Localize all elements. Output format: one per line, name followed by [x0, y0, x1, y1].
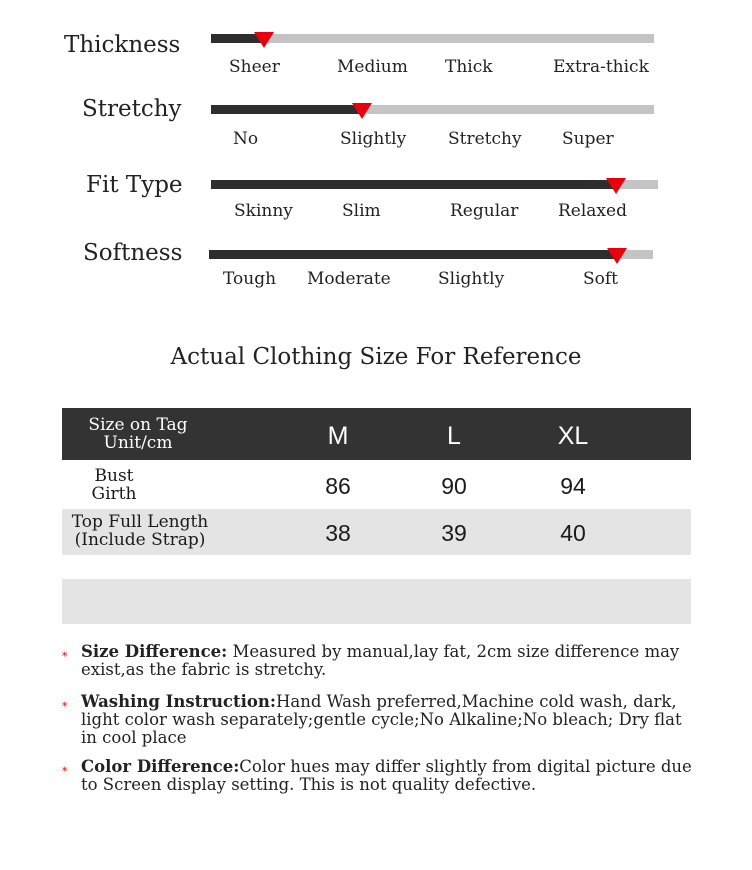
rating-option: Super — [562, 129, 614, 149]
note-title: Size Difference: — [81, 642, 228, 661]
note-body: Color hues may differ slightly from digital picture due to Screen display setting. This is not quality defective. — [81, 757, 692, 794]
rating-softness — [0, 240, 752, 300]
rating-option: Slightly — [340, 129, 407, 149]
rating-stretchy — [0, 96, 752, 156]
row-label-line: Girth — [91, 484, 137, 504]
header-label-line: Unit/cm — [103, 433, 173, 453]
note-body: Hand Wash preferred,Machine cold wash, dark, light color wash separately;gentle cycle;No Alkaline;No bleach; Dry flat in cool place — [81, 692, 682, 747]
size-header-cell: XL — [557, 422, 589, 450]
rating-option: Soft — [583, 269, 619, 289]
rating-marker-icon — [352, 103, 372, 119]
row-label-line: Top Full Length — [71, 512, 209, 532]
rating-track — [211, 180, 658, 189]
note-text — [81, 693, 701, 747]
row-label — [62, 467, 166, 503]
rating-option: Slim — [342, 201, 381, 221]
section-title: Actual Clothing Size For Reference — [170, 344, 582, 370]
rating-option: Tough — [223, 269, 277, 289]
asterisk-icon: * — [62, 650, 68, 663]
size-header-cell: L — [447, 422, 461, 450]
rating-option: Thick — [445, 57, 493, 77]
rating-option: Medium — [337, 57, 408, 77]
asterisk-icon: * — [62, 700, 68, 713]
rating-track — [211, 105, 654, 114]
header-label-line: Size on Tag — [88, 415, 188, 435]
rating-label: Fit Type — [86, 172, 183, 198]
rating-label: Stretchy — [82, 96, 182, 122]
table-cell: 94 — [560, 473, 586, 499]
rating-fill — [209, 250, 617, 259]
note-title: Color Difference: — [81, 757, 240, 776]
rating-option: Skinny — [234, 201, 293, 221]
rating-option: Regular — [450, 201, 519, 221]
asterisk-icon: * — [62, 765, 68, 778]
rating-track — [211, 34, 654, 43]
rating-marker-icon — [254, 32, 274, 48]
rating-track — [209, 250, 653, 259]
note-text — [81, 643, 701, 679]
row-label-line: Bust — [94, 466, 134, 486]
note-text — [81, 758, 701, 794]
table-row — [62, 460, 691, 509]
table-cell: 38 — [325, 520, 351, 546]
rating-option: Sheer — [229, 57, 280, 77]
rating-fit-type — [0, 172, 752, 232]
table-cell: 40 — [560, 520, 586, 546]
rating-marker-icon — [606, 178, 626, 194]
rating-marker-icon — [607, 248, 627, 264]
rating-label: Thickness — [64, 32, 181, 58]
blank-grey-band — [62, 579, 691, 624]
table-cell: 39 — [441, 520, 467, 546]
rating-option: No — [233, 129, 259, 149]
row-label-line: (Include Strap) — [74, 530, 206, 550]
rating-option: Slightly — [438, 269, 505, 289]
table-header-row — [62, 408, 691, 460]
table-cell: 90 — [441, 473, 467, 499]
size-header-cell: M — [327, 422, 349, 450]
note-body: Measured by manual,lay fat, 2cm size difference may exist,as the fabric is stretchy. — [81, 642, 680, 679]
row-label — [62, 513, 218, 549]
header-label — [62, 416, 214, 452]
table-row — [62, 509, 691, 555]
rating-fill — [211, 105, 362, 114]
rating-fill — [211, 180, 616, 189]
rating-label: Softness — [83, 240, 183, 266]
rating-thickness — [0, 30, 752, 90]
rating-option: Relaxed — [558, 201, 627, 221]
rating-option: Stretchy — [448, 129, 522, 149]
rating-option: Extra-thick — [553, 57, 649, 77]
rating-option: Moderate — [307, 269, 391, 289]
note-title: Washing Instruction: — [81, 692, 276, 711]
table-cell: 86 — [325, 473, 351, 499]
